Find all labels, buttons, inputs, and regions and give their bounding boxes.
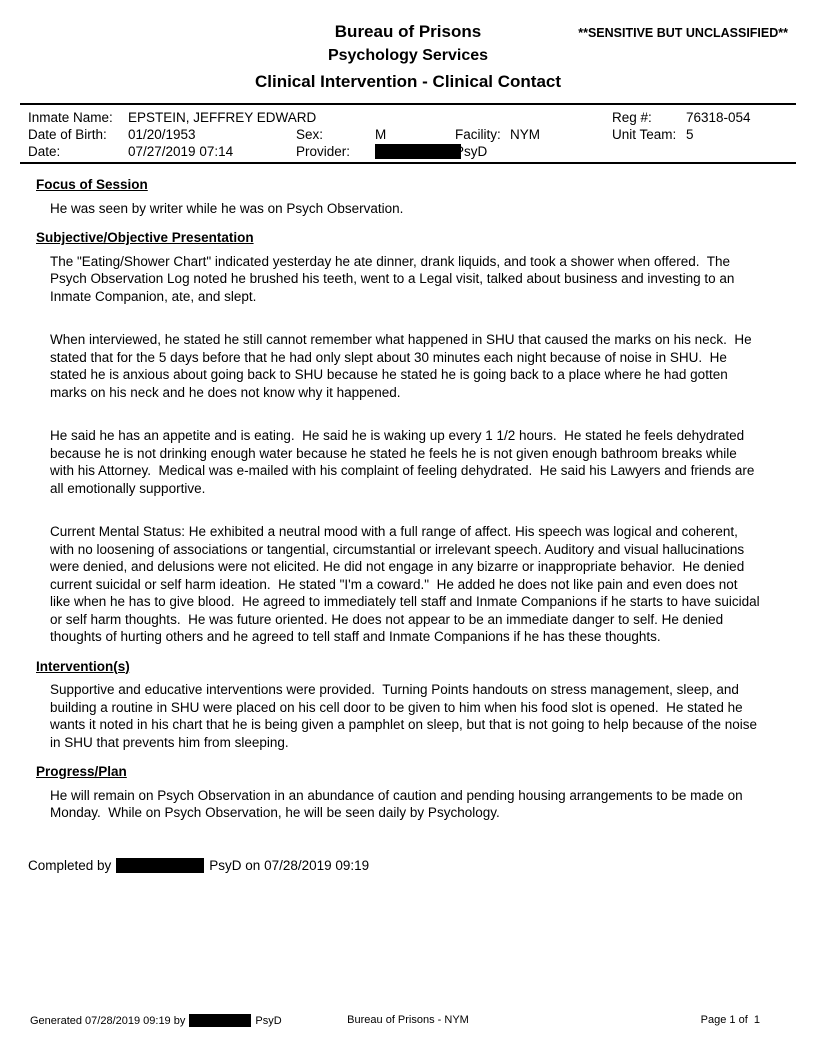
inmate-name-label: Inmate Name: [28, 110, 113, 125]
paragraph: Current Mental Status: He exhibited a neutral mood with a full range of affect. His speech was logical and coherent, with no loosening of associations or tangential, circumstantial or irrelevant speech. Auditory and visual hallucinations were denied, and delusions were not elicited. He did not engage in any bizarre or inappropriate behavior. He denied current suicidal or self harm ideation. He stated "I'm a coward." He added he does not like pain and even does not like when he has to give blood. He agreed to immediately tell staff and Inmate Companions if he starts to have suicidal or self harm thoughts. He was future oriented. He does not appear to be an immediate danger to self. He denied thoughts of hurting others and he agreed to tell staff and Inmate Companions if he has these thoughts. [50, 524, 764, 644]
dob-label: Date of Birth: [28, 127, 107, 142]
document-title: Clinical Intervention - Clinical Contact [254, 72, 562, 91]
paragraph: The "Eating/Shower Chart" indicated yesterday he ate dinner, drank liquids, and took a shower when offered. The Psych Observation Log noted he brushed his teeth, went to a Legal visit, talked about business and investing to an Inmate Companion, ate, and slept. [50, 253, 739, 304]
provider-name-redaction [375, 144, 461, 159]
section-heading-interventions: Intervention(s) [36, 658, 130, 674]
date-label: Date: [28, 144, 61, 159]
section-heading-subjective-objective: Subjective/Objective Presentation [36, 230, 254, 245]
page-footer [0, 1014, 816, 1028]
footer-facility-text: Bureau of Prisons - NYM [347, 1014, 469, 1026]
info-row-2 [20, 127, 796, 144]
date-value: 07/27/2019 07:14 [128, 144, 234, 159]
reg-number-label: Reg #: [612, 110, 652, 125]
paragraph: He said he has an appetite and is eating. He said he is waking up every 1 1/2 hours. He stated he feels dehydrated because he is not drinking enough water because he stated he feels he is not given enough bathroom breaks while with his Attorney. Medical was e-mailed with his complaint of feeling dehydrated. He said his Lawyers and friends are all emotionally supportive. [50, 428, 759, 496]
facility-label: Facility: [455, 127, 501, 142]
completed-by-suffix: PsyD on 07/28/2019 09:19 [209, 857, 370, 873]
section-heading-progress-plan: Progress/Plan [36, 764, 127, 779]
completed-by-prefix: Completed by [28, 857, 112, 873]
paragraph: He will remain on Psych Observation in an abundance of caution and pending housing arrangements to be made on Monday. While on Psych Observation, he will be seen daily by Psychology. [50, 787, 747, 820]
footer-page-number: Page 1 of 1 [700, 1014, 760, 1026]
sex-label: Sex: [296, 127, 324, 142]
department-title: Psychology Services [327, 47, 489, 64]
paragraph: When interviewed, he stated he still cannot remember what happened in SHU that caused the marks on his neck. He stated that for the 5 days before that he had only slept about 30 minutes each night because of noise in SHU. He stated he is anxious about going back to SHU because he stated he is going back to a place where he had gotten marks on his neck and he does not know why it happened. [50, 332, 756, 400]
org-title: Bureau of Prisons [334, 22, 482, 41]
section-progress-plan [28, 763, 788, 822]
section-interventions [28, 658, 788, 752]
provider-credential: PsyD [455, 144, 488, 159]
inmate-name-value: EPSTEIN, JEFFREY EDWARD [128, 110, 317, 125]
footer-generated-prefix: Generated 07/28/2019 09:19 by [30, 1014, 186, 1027]
completed-by-line [28, 858, 816, 873]
classification-banner: **SENSITIVE BUT UNCLASSIFIED** [578, 26, 788, 40]
reg-number-value: 76318-054 [686, 110, 751, 125]
sex-value: M [375, 127, 387, 142]
inmate-info-block [20, 103, 796, 164]
section-focus-of-session [28, 176, 788, 217]
footer-generated-suffix: PsyD [255, 1014, 282, 1027]
info-row-1 [20, 110, 796, 127]
info-row-3 [20, 144, 796, 161]
paragraph: Supportive and educative interventions were provided. Turning Points handouts on stress management, sleep, and building a routine in SHU were placed on his cell door to be given to him when his food slot is opened. He stated he wants it noted in his chart that he is being given a pamphlet on sleep, but that is not going to help because of the noise in SHU that prevents him from sleeping. [50, 682, 761, 750]
document-body [0, 176, 816, 822]
section-subjective-objective [28, 229, 788, 646]
provider-label: Provider: [296, 144, 351, 159]
unit-team-label: Unit Team: [612, 127, 677, 142]
unit-team-value: 5 [686, 127, 694, 142]
dob-value: 01/20/1953 [128, 127, 196, 142]
document-header [0, 0, 816, 92]
completed-by-name-redaction [116, 858, 204, 873]
section-heading-focus-of-session: Focus of Session [36, 177, 148, 192]
facility-value: NYM [510, 127, 540, 142]
paragraph: He was seen by writer while he was on Psych Observation. [50, 200, 404, 216]
